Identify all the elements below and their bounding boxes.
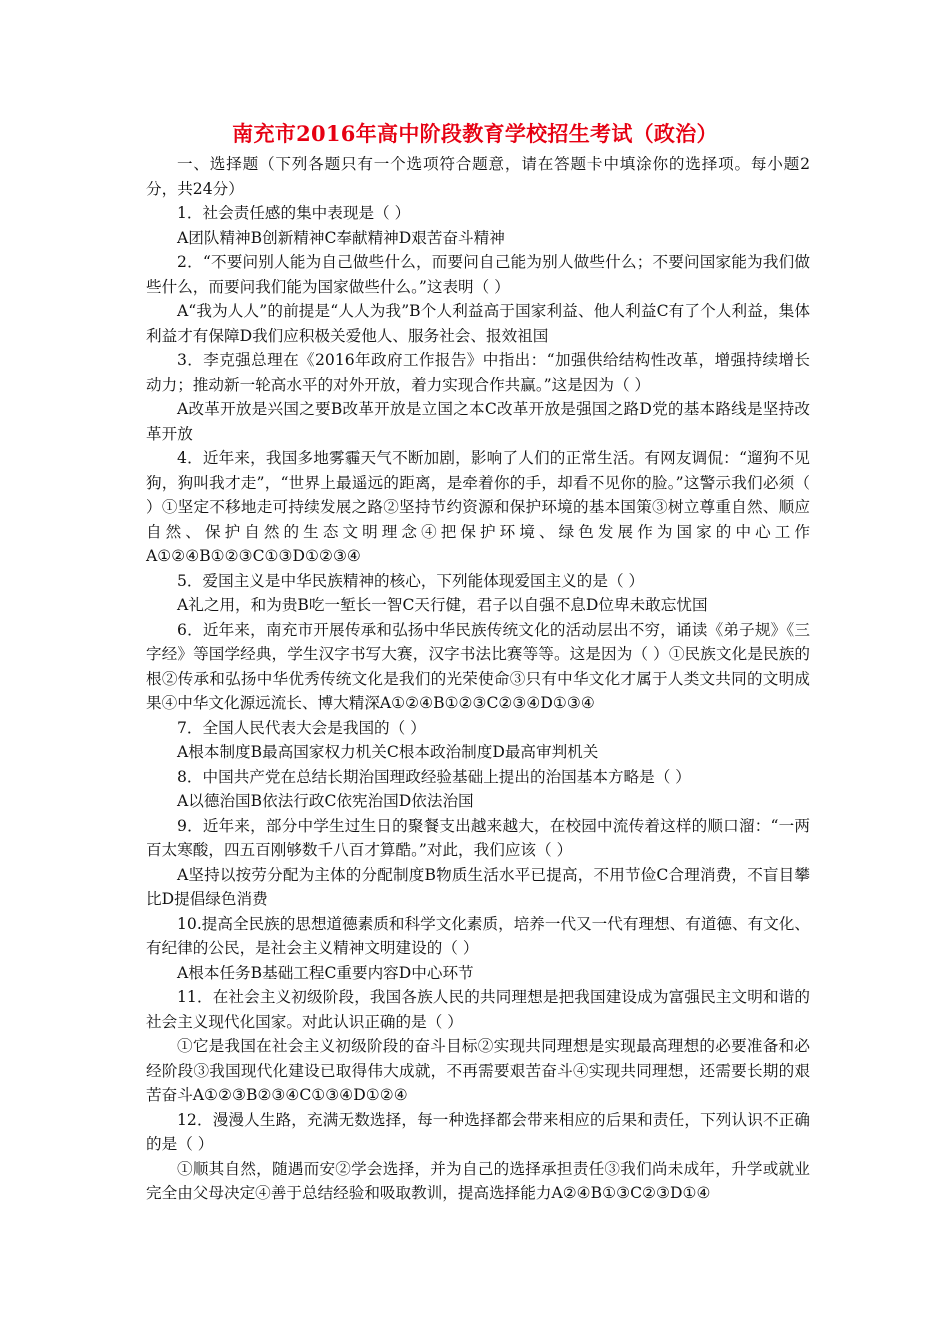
- question-stem: 5．爱国主义是中华民族精神的核心，下列能体现爱国主义的是（ ）: [177, 571, 645, 590]
- question-options: A根本任务B基础工程C重要内容D中心环节: [177, 963, 474, 982]
- question-stem: 4．近年来，我国多地雾霾天气不断加剧，影响了人们的正常生活。有网友调侃：“遛狗不见狗，狗叫我才走”，“世界上最遥远的距离，是牵着你的手，却看不见你的脸。”这警示我们必须（ ）①坚定不移地走可持续发展之路②坚持节约资源和保护环境的基本国策③树立尊重自然、顺应自然、保护自然的生态文明理念④把保护环境、绿色发展作为国家的中心工作 A①②④B①②③C①③D①②③④: [146, 449, 810, 565]
- question-stem: 12．漫漫人生路，充满无数选择，每一种选择都会带来相应的后果和责任，下列认识不正确的是（ ）: [146, 1110, 810, 1153]
- question-options: A礼之用，和为贵B吃一堑长一智C天行健，君子以自强不息D位卑未敢忘忧国: [177, 596, 708, 614]
- question-stem: 7．全国人民代表大会是我国的（ ）: [177, 718, 426, 737]
- question-options: A根本制度B最高国家权力机关C根本政治制度D最高审判机关: [177, 743, 599, 761]
- question-stem: 10.提高全民族的思想道德素质和科学文化素质，培养一代又一代有理想、有道德、有文化、有纪律的公民，是社会主义精神文明建设的（ ）: [146, 914, 810, 957]
- question-stem: 11．在社会主义初级阶段，我国各族人民的共同理想是把我国建设成为富强民主文明和谐的社会主义现代化国家。对此认识正确的是（ ）: [146, 988, 810, 1031]
- page-title: 南充市2016年高中阶段教育学校招生考试（政治）: [232, 121, 718, 146]
- question-options: A团队精神B创新精神C奉献精神D艰苦奋斗精神: [177, 228, 505, 247]
- question-stem: 3．李克强总理在《2016年政府工作报告》中指出：“加强供给结构性改革，增强持续增长动力；推动新一轮高水平的对外开放，着力实现合作共赢。”这是因为（ ）: [146, 351, 810, 394]
- question-options: A改革开放是兴国之要B改革开放是立国之本C改革开放是强国之路D党的基本路线是坚持改革开放: [146, 400, 810, 443]
- question-options: A“我为人人”的前提是“人人为我”B个人利益高于国家利益、他人利益C有了个人利益，集体利益才有保障D我们应积极关爱他人、服务社会、报效祖国: [146, 302, 810, 345]
- question-stem: 6．近年来，南充市开展传承和弘扬中华民族传统文化的活动层出不穷，诵读《弟子规》《三字经》等国学经典，学生汉字书写大赛，汉字书法比赛等等。这是因为（ ）①民族文化是民族的根②传承和弘扬中华优秀传统文化是我们的光荣使命③只有中华文化才属于人类文共同的文明成果④中华文化源远流长、博大精深A①②④B①②③C②③④D①③④: [146, 620, 810, 712]
- question-stem: 9．近年来，部分中学生过生日的聚餐支出越来越大，在校园中流传着这样的顺口溜：“一两百太寒酸，四五百刚够数千八百才算酷。”对此，我们应该（ ）: [146, 816, 810, 859]
- question-options: ①顺其自然，随遇而安②学会选择，并为自己的选择承担责任③我们尚未成年，升学或就业完全由父母决定④善于总结经验和吸取教训，提高选择能力A②④B①③C②③D①④: [146, 1159, 810, 1202]
- question-stem: 1．社会责任感的集中表现是（ ）: [177, 204, 411, 222]
- question-options: A以德治国B依法行政C依宪治国D依法治国: [177, 792, 474, 810]
- question-options: ①它是我国在社会主义初级阶段的奋斗目标②实现共同理想是实现最高理想的必要准备和必经阶段③我国现代化建设已取得伟大成就，不再需要艰苦奋斗④实现共同理想，还需要长期的艰苦奋斗A①②③B②③④C①③④D①②④: [146, 1037, 810, 1104]
- question-stem: 2．“不要问别人能为自己做些什么，而要问自己能为别人做些什么；不要问国家能为我们做些什么，而要问我们能为国家做些什么。”这表明（ ）: [146, 253, 810, 296]
- section-intro: 一、选择题（下列各题只有一个选项符合题意，请在答题卡中填涂你的选择项。每小题2分，共24分）: [146, 155, 810, 198]
- question-options: A坚持以按劳分配为主体的分配制度B物质生活水平已提高，不用节俭C合理消费，不盲目攀比D提倡绿色消费: [146, 865, 810, 908]
- exam-content: [146, 152, 810, 1206]
- question-stem: 8．中国共产党在总结长期治国理政经验基础上提出的治国基本方略是（ ）: [177, 767, 691, 786]
